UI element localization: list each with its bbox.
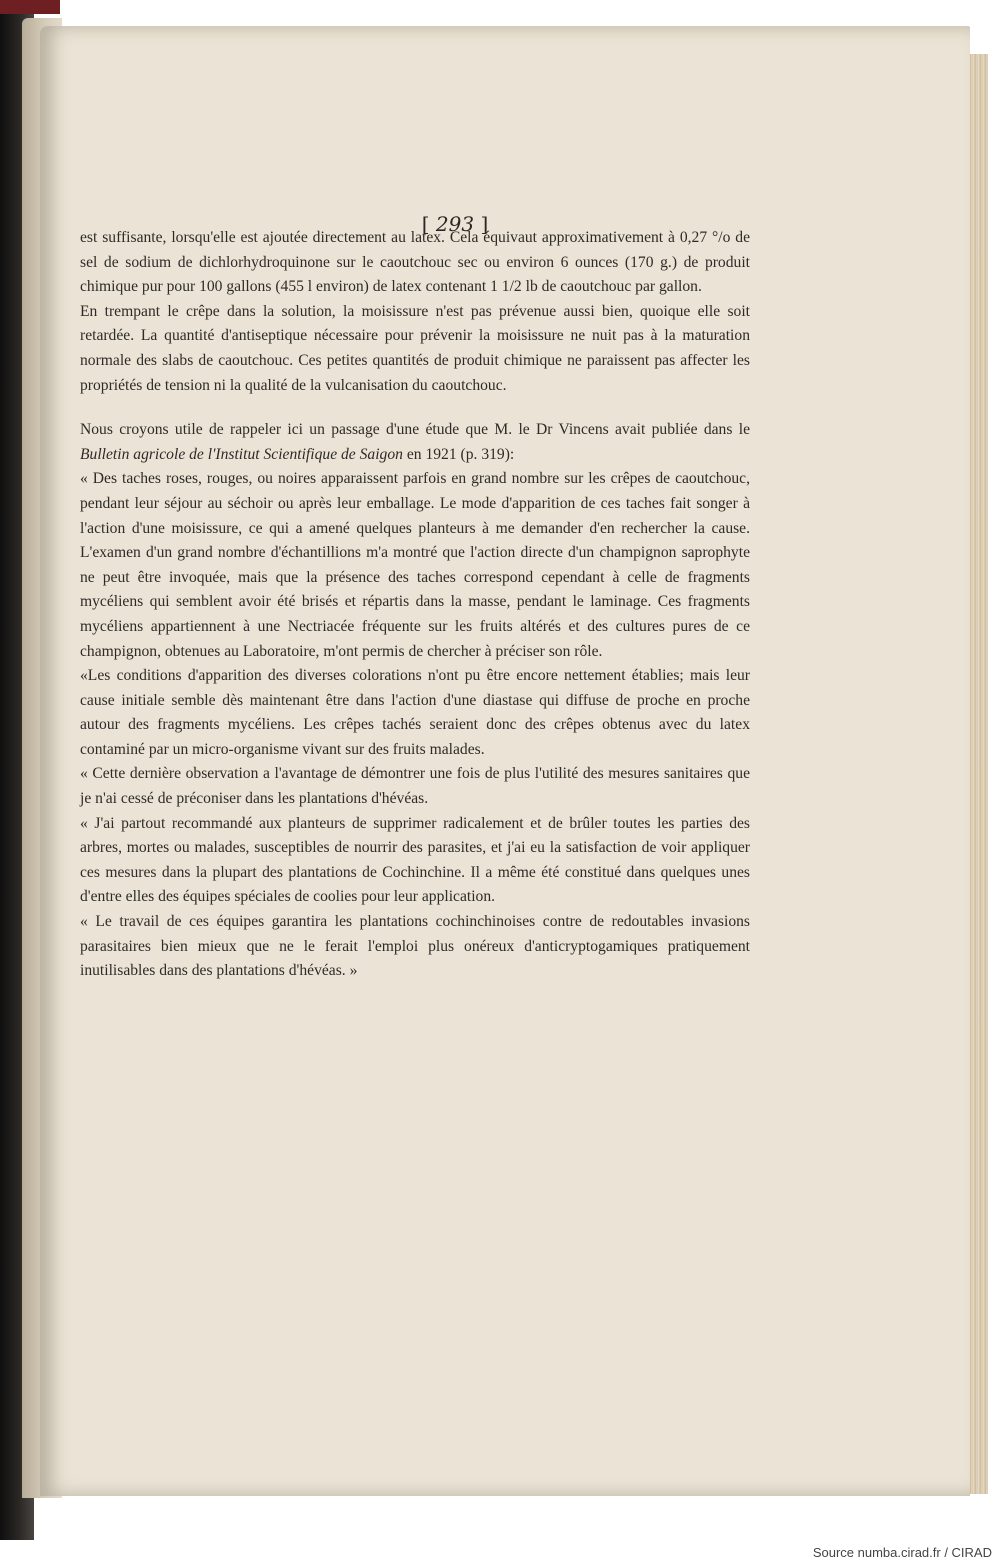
source-credit: Source numba.cirad.fr / CIRAD [812,1545,992,1560]
page-number-value: 293 [435,212,475,236]
quote-paragraph: « Des taches roses, rouges, ou noires apparaissent parfois en grand nombre sur les crêpes de caoutchouc, pendant leur séjour au séchoir ou après leur emballage. Le mode d'apparition de ces taches fait songer à l'action d'une moisissure, ce qui a amené quelques planteurs à me demander d'en rechercher la cause. L'examen d'un grand nombre d'échantillions m'a montré que l'action directe d'un champignon saprophyte ne peut être invoquée, mais que la présence des taches correspond cependant à celle de fragments mycéliens qui semblent avoir été brisés et répartis dans la masse, pendant le laminage. Ces fragments mycéliens appartiennent à une Nectriacée fréquente sur les fruits altérés et des cultures pures de ce champignon, obtenues au Laboratoire, m'ont permis de chercher à préciser son rôle. [80,470,750,660]
paragraph-gap [80,398,750,418]
paragraph: En trempant le crêpe dans la solution, la moisissure n'est pas prévenue aussi bien, quoique elle soit retardée. La quantité d'antiseptique nécessaire pour prévenir la moisissure ne nuit pas à la maturation normale des slabs de caoutchouc. Ces petites quantités de produit chimique ne paraissent pas affecter les propriétés de tension ni la qualité de la vulcanisation du caoutchouc. [80,302,750,394]
page-body-text [80,226,750,984]
quote-paragraph: «Les conditions d'apparition des diverses colorations n'ont pu être encore nettement établies; mais leur cause initiale semble dès maintenant être dans l'action d'une diastase qui diffuse de proche en proche autour des fragments mycéliens. Les crêpes tachés seraient donc des crêpes obtenus avec du latex contaminé par un micro-organisme vivant sur des fruits malades. [80,667,750,758]
paragraph: est suffisante, lorsqu'elle est ajoutée directement au latex. Cela équivaut approximativement à 0,27 °/o de sel de sodium de dichlorhydroquinone sur le caoutchouc sec ou environ 6 ounces (170 g.) de produit chimique pur pour 100 gallons (455 l environ) de latex contenant 1 1/2 lb de caoutchouc par gallon. [80,229,750,296]
book-cover-edge [0,0,60,14]
page-number: [ 293 ] [421,212,489,236]
citation-paragraph: Nous croyons utile de rappeler ici un passage d'une étude que M. le Dr Vincens avait publiée dans le Bulletin agricole de l'Institut Scientifique de Saigon en 1921 (p. 319): [80,421,750,463]
quote-paragraph: « J'ai partout recommandé aux planteurs de supprimer radicalement et de brûler toutes les parties des arbres, mortes ou malades, susceptibles de nourrir des parasites, et j'ai eu la satisfaction de voir appliquer ces mesures dans la plupart des plantations de Cochinchine. Il a même été constitué dans quelques unes d'entre elles des équipes spéciales de coolies pour leur application. [80,814,750,906]
quote-paragraph: « Le travail de ces équipes garantira les plantations cochinchinoises contre de redoutables invasions parasitaires bien mieux que ne le ferait l'emploi plus onéreux d'anticryptogamiques pratiquement inutilisables dans des plantations d'hévéas. » [80,913,750,980]
quote-paragraph: « Cette dernière observation a l'avantage de démontrer une fois de plus l'utilité des mesures sanitaires que je n'ai cessé de préconiser dans les plantations d'hévéas. [80,765,750,808]
journal-title: Bulletin agricole de l'Institut Scientifique de Saigon [80,445,403,463]
